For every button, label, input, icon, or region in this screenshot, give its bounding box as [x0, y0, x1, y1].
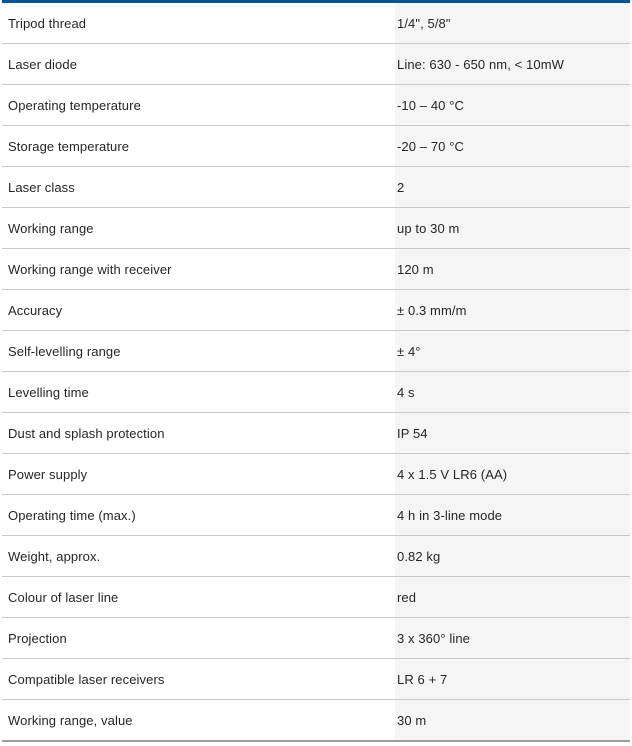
spec-value: up to 30 m: [397, 220, 460, 236]
spec-label: Laser diode: [8, 56, 78, 72]
spec-label: Storage temperature: [8, 138, 130, 154]
table-row: [2, 290, 630, 331]
spec-label: Operating temperature: [8, 97, 141, 113]
spec-value: 30 m: [397, 712, 427, 728]
spec-value: ± 4°: [397, 343, 421, 359]
spec-value: IP 54: [397, 425, 428, 441]
spec-label: Colour of laser line: [8, 589, 119, 605]
spec-label: Compatible laser receivers: [8, 671, 165, 687]
table-row: [2, 85, 630, 126]
table-row: [2, 126, 630, 167]
spec-value: 4 s: [397, 384, 415, 400]
spec-value: red: [397, 589, 417, 605]
spec-value: 0.82 kg: [397, 548, 441, 564]
table-row: [2, 331, 630, 372]
table-row: [2, 659, 630, 700]
spec-value: 120 m: [397, 261, 434, 277]
spec-label: Operating time (max.): [8, 507, 136, 523]
table-row: [2, 618, 630, 659]
spec-value: 3 x 360° line: [397, 630, 470, 646]
spec-label: Working range, value: [8, 712, 133, 728]
spec-label: Tripod thread: [8, 15, 87, 31]
spec-value: Line: 630 - 650 nm, < 10mW: [397, 56, 564, 72]
table-row: [2, 249, 630, 290]
spec-value: -20 – 70 °C: [397, 138, 465, 154]
spec-label: Weight, approx.: [8, 548, 101, 564]
spec-label: Dust and splash protection: [8, 425, 165, 441]
table-row: [2, 3, 630, 44]
spec-value: 4 h in 3-line mode: [397, 507, 503, 523]
spec-value: -10 – 40 °C: [397, 97, 465, 113]
table-row: [2, 577, 630, 618]
table-row: [2, 454, 630, 495]
table-row: [2, 167, 630, 208]
table-row: [2, 700, 630, 742]
table-row: [2, 413, 630, 454]
spec-label: Accuracy: [8, 302, 63, 318]
spec-label: Working range: [8, 220, 94, 236]
spec-rows: [2, 3, 630, 742]
spec-value: LR 6 + 7: [397, 671, 448, 687]
table-row: [2, 208, 630, 249]
spec-value: 1/4", 5/8": [397, 15, 451, 31]
spec-value: 2: [397, 179, 405, 195]
spec-label: Power supply: [8, 466, 88, 482]
spec-label: Self-levelling range: [8, 343, 121, 359]
spec-label: Working range with receiver: [8, 261, 172, 277]
table-row: [2, 536, 630, 577]
spec-label: Projection: [8, 630, 67, 646]
spec-value: 4 x 1.5 V LR6 (AA): [397, 466, 508, 482]
table-row: [2, 372, 630, 413]
table-row: [2, 495, 630, 536]
spec-label: Laser class: [8, 179, 75, 195]
spec-label: Levelling time: [8, 384, 89, 400]
table-row: [2, 44, 630, 85]
spec-value: ± 0.3 mm/m: [397, 302, 467, 318]
